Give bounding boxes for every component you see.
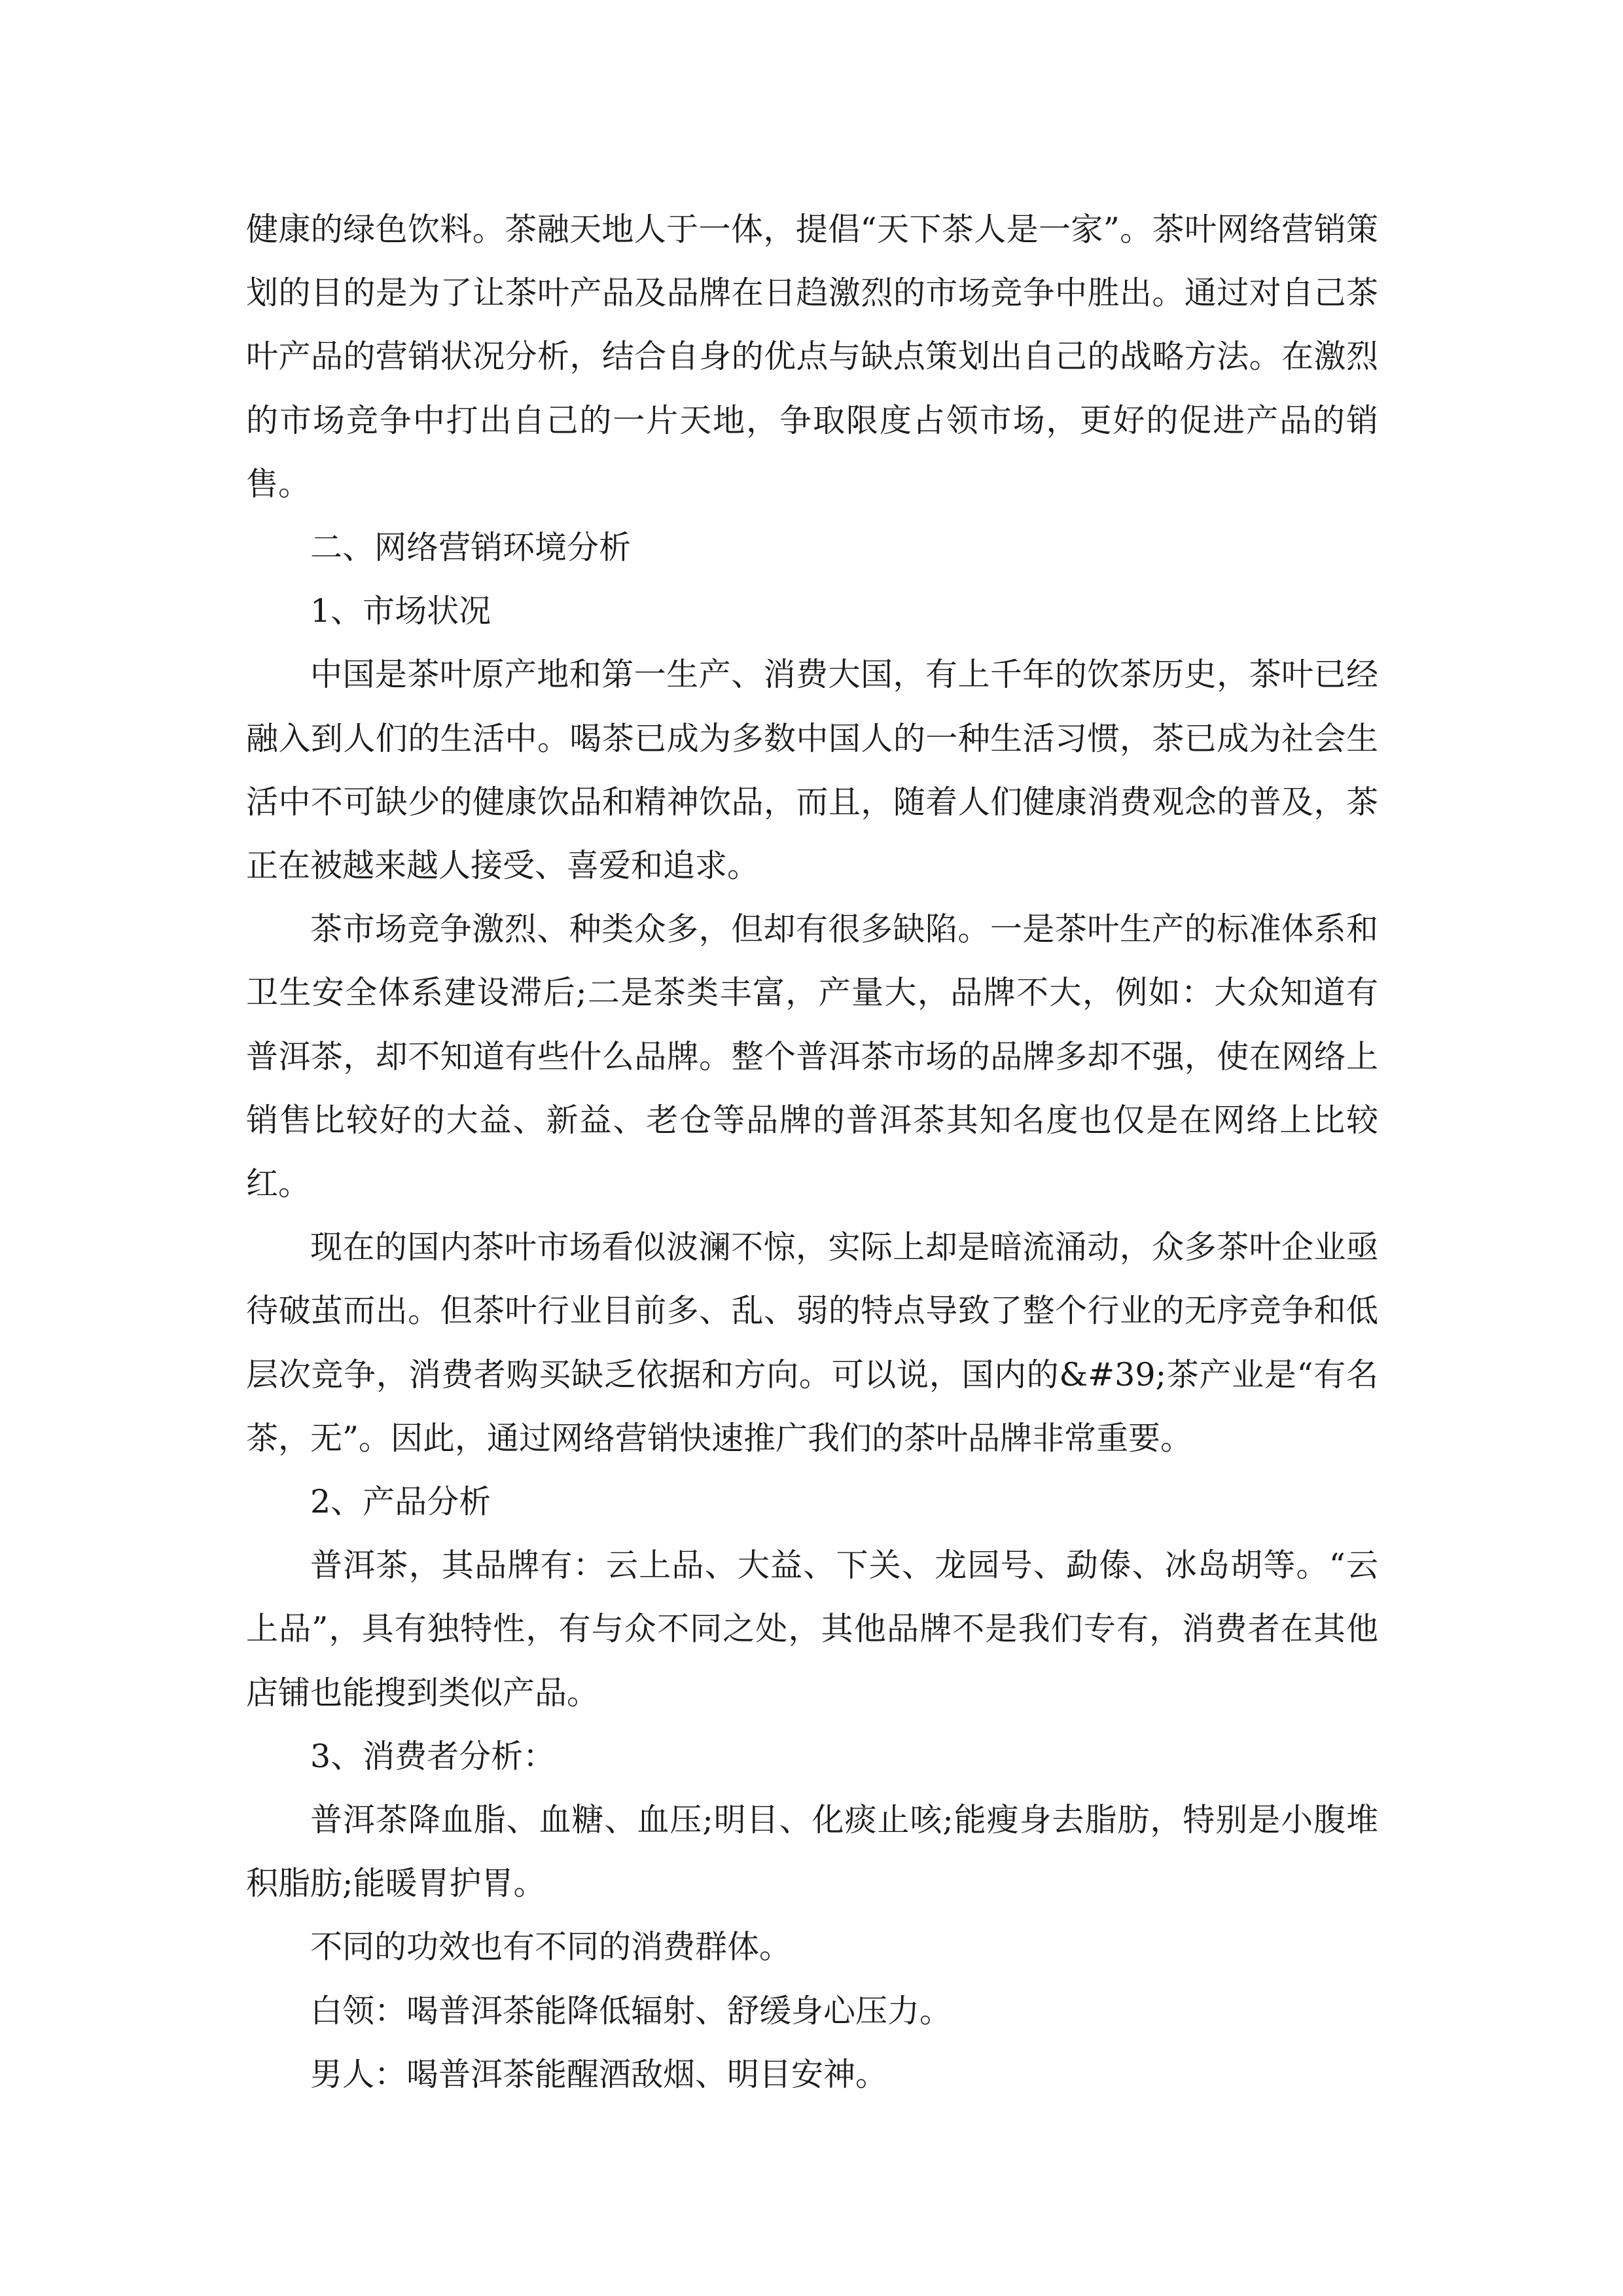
subheading-product-analysis: 2、产品分析 [310, 1483, 491, 1521]
paragraph-china-tea-origin: 中国是茶叶原产地和第一生产、消费大国，有上千年的饮茶历史，茶叶已经融入到人们的生活中。喝茶已成为多数中国人的一种生活习惯，茶已成为社会生活中不可缺少的健康饮品和精神饮品，而且，随着人们健康消费观念的普及，茶正在被越来越人接受、喜爱和追求。 [246, 656, 1378, 885]
paragraph-intro-continuation: 健康的绿色饮料。茶融天地人于一体，提倡“天下茶人是一家”。茶叶网络营销策划的目的是为了让茶叶产品及品牌在日趋激烈的市场竞争中胜出。通过对自己茶叶产品的营销状况分析，结合自身的优点与缺点策划出自己的战略方法。在激烈的市场竞争中打出自己的一片天地，争取限度占领市场，更好的促进产品的销售。 [246, 211, 1378, 503]
paragraph-men: 男人：喝普洱茶能醒酒敌烟、明目安神。 [310, 2055, 888, 2093]
section-heading-network-marketing-environment: 二、网络营销环境分析 [310, 529, 632, 567]
subheading-market-status: 1、市场状况 [310, 592, 491, 630]
paragraph-market-competition: 茶市场竞争激烈、种类众多，但却有很多缺陷。一是茶叶生产的标准体系和卫生安全体系建设滞后;二是茶类丰富，产量大，品牌不大，例如：大众知道有普洱茶，却不知道有些什么品牌。整个普洱茶市场的品牌多却不强，使在网络上销售比较好的大益、新益、老仓等品牌的普洱茶其知名度也仅是在网络上比较红。 [246, 910, 1378, 1203]
subheading-consumer-analysis: 3、消费者分析： [310, 1737, 556, 1775]
paragraph-white-collar: 白领：喝普洱茶能降低辐射、舒缓身心压力。 [310, 1992, 952, 2030]
paragraph-domestic-market: 现在的国内茶叶市场看似波澜不惊，实际上却是暗流涌动，众多茶叶企业亟待破茧而出。但茶叶行业目前多、乱、弱的特点导致了整个行业的无序竞争和低层次竞争，消费者购买缺乏依据和方向。可以说，国内的&#39;茶产业是“有名茶，无”。因此，通过网络营销快速推广我们的茶叶品牌非常重要。 [246, 1229, 1378, 1457]
paragraph-consumer-groups: 不同的功效也有不同的消费群体。 [310, 1928, 792, 1966]
document-body [246, 198, 1378, 2106]
paragraph-puer-benefits: 普洱茶降血脂、血糖、血压;明目、化痰止咳;能瘦身去脂肪，特别是小腹堆积脂肪;能暖胃护胃。 [246, 1801, 1378, 1903]
paragraph-puer-brands: 普洱茶，其品牌有：云上品、大益、下关、龙园号、勐傣、冰岛胡等。“云上品”，具有独特性，有与众不同之处，其他品牌不是我们专有，消费者在其他店铺也能搜到类似产品。 [246, 1547, 1378, 1712]
